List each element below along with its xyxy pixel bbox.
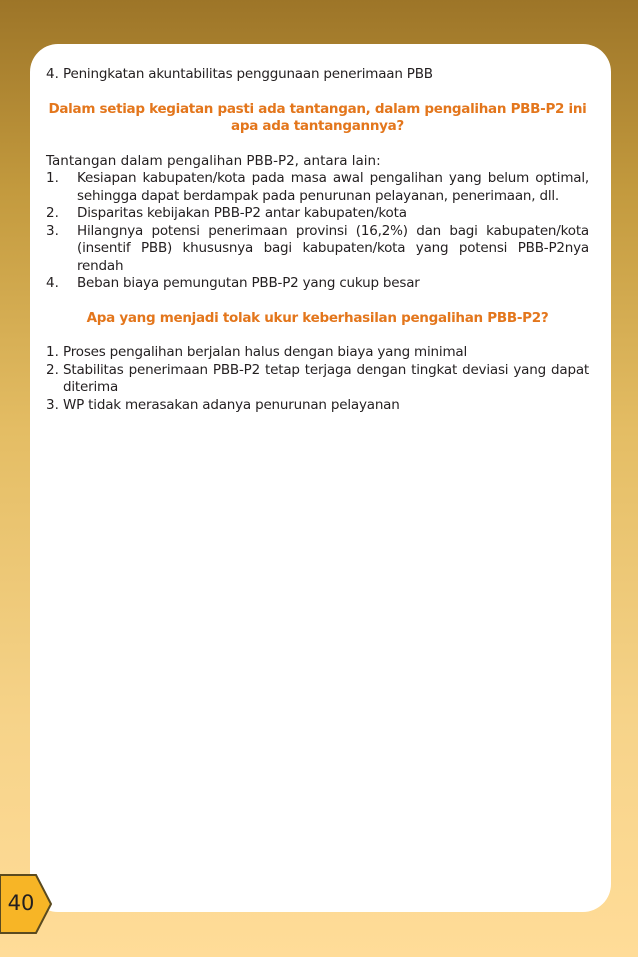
list-item-number: 1. — [46, 344, 59, 360]
list-item-text: Stabilitas penerimaan PBB-P2 tetap terjaga dengan tingkat deviasi yang dapat diterima — [63, 361, 589, 395]
list-item-number: 2. — [46, 361, 59, 378]
page-card — [30, 44, 611, 912]
list-item-text: Proses pengalihan berjalan halus dengan biaya yang minimal — [63, 344, 468, 360]
list-item-number: 3. — [46, 396, 59, 413]
heading-line-1: Dalam setiap kegiatan pasti ada tantangan, dalam pengalihan PBB-P2 ini — [48, 100, 587, 117]
list-item — [46, 66, 589, 84]
list-item — [46, 397, 589, 415]
challenges-intro: Tantangan dalam pengalihan PBB-P2, antara lain: — [46, 152, 381, 169]
list-item — [46, 170, 589, 205]
list-item — [46, 344, 589, 362]
heading-line-2: apa ada tantangannya? — [231, 118, 404, 134]
list-item-text: Peningkatan akuntabilitas penggunaan penerimaan PBB — [63, 66, 433, 82]
list-item — [46, 362, 589, 397]
list-item-number: 4. — [46, 275, 59, 291]
page-content — [46, 66, 589, 414]
list-item-text: Beban biaya pemungutan PBB-P2 yang cukup besar — [77, 275, 420, 291]
list-item-text: Hilangnya potensi penerimaan provinsi (16,2%) dan bagi kabupaten/kota (insentif PBB) khususnya bagi kabupaten/kota yang potensi PBB-P2nya rendah — [77, 222, 589, 274]
list-item-number: 1. — [46, 170, 59, 186]
section-heading-challenges — [46, 101, 589, 136]
list-item-number: 4. — [46, 66, 59, 82]
list-item — [46, 205, 589, 223]
list-item-number: 3. — [46, 222, 59, 239]
list-item — [46, 275, 589, 293]
page-number: 40 — [7, 891, 35, 915]
section-heading-success: Apa yang menjadi tolak ukur keberhasilan pengalihan PBB-P2? — [86, 309, 549, 326]
list-item-text: Kesiapan kabupaten/kota pada masa awal pengalihan yang belum optimal, sehingga dapat berdampak pada penurunan pelayanan, penerimaan, dll. — [77, 170, 589, 204]
list-item — [46, 223, 589, 276]
list-item-text: WP tidak merasakan adanya penurunan pelayanan — [63, 396, 400, 413]
list-item-text: Disparitas kebijakan PBB-P2 antar kabupaten/kota — [77, 205, 407, 221]
list-item-number: 2. — [46, 205, 59, 221]
